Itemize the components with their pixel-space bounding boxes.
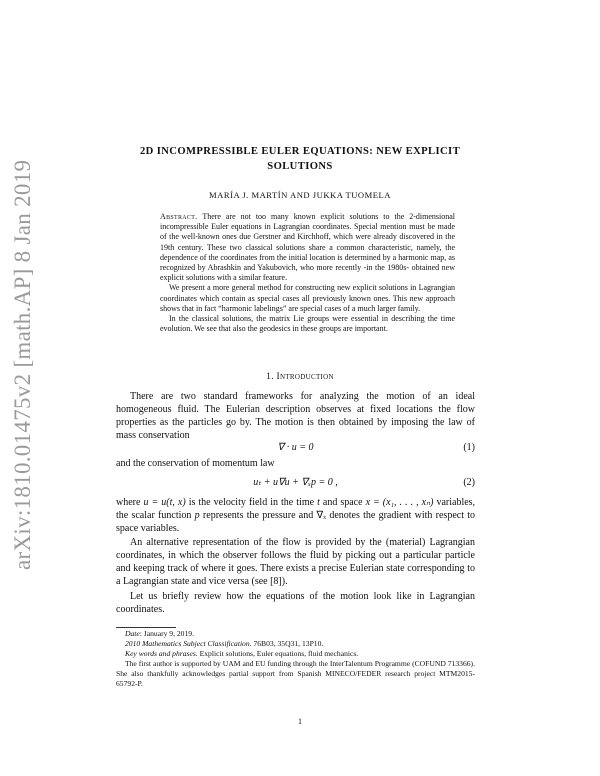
intro-paragraph-2: where u = u(t, x) is the velocity field in the time t and space x = (x₁, . . . , xₙ) variables, the scalar function p represents the pressure and ∇ₓ denotes the gradient with respect to space variables. [116,497,476,534]
footnote-divider [116,627,176,628]
paper-title: 2D INCOMPRESSIBLE EULER EQUATIONS: NEW EXPLICIT SOLUTIONS [139,146,461,172]
intro-paragraph-1: There are two standard frameworks for analyzing the motion of an ideal homogeneous fluid. The Eulerian description observes at fixed locations the flow properties as the particles go by. The motion is then obtained by imposing the law of mass conservation [116,391,475,441]
footnote-keywords: Key words and phrases. Explicit solutions, Euler equations, fluid mechanics. [125,649,359,658]
section-heading: 1. Introduction [266,372,334,382]
footnote-funding: The first author is supported by UAM and EU funding through the InterTalentum Programme (COFUND 713366). She also thankfully acknowledges partial support from Spanish MINECO/FEDER research project MTM2015-65792-P. [116,659,475,688]
footnote-msc: 2010 Mathematics Subject Classification. 76B03, 35Q31, 13P10. [125,639,324,648]
equation-2-expression: uₜ + u∇u + ∇ₓp = 0 , [253,477,338,488]
equation-1-number: (1) [463,442,475,453]
abstract-paragraph: We present a more general method for constructing new explicit solutions in Lagrangian coordinates which contain as special cases all previously known ones. This new approach shows that in fact “harmonic labelings” are special cases of a much larger family. [160,283,455,313]
arxiv-identifier: arXiv:1810.01475v2 [math.AP] 8 Jan 2019 [10,159,35,570]
equation-1 [116,442,475,455]
abstract [160,212,455,334]
footnotes [116,629,475,689]
paper-authors: MARÍA J. MARTÍN AND JUKKA TUOMELA [209,190,391,200]
intro-bridge-text: and the conservation of momentum law [116,458,275,469]
abstract-text-1: There are not too many known explicit solutions to the 2-dimensional incompressible Euler equations in Lagrangian coordinates. Special mention must be made of the well-known ones due Gerstner and Kirchhoff, which were already discovered in the 19th century. These two classical solutions share a common characteristic, namely, the dependence of the coordinates from the initial location is determined by a harmonic map, as recognized by Abrashkin and Yakubovich, who more recently -in the 1980s- obtained new explicit solutions with a similar feature. [160,212,455,283]
intro-paragraph-3: An alternative representation of the flow is provided by the (material) Lagrangian coordinates, in which the observer follows the fluid by picking out a particular particle and keeping track of where it goes. There exists a precise Eulerian state corresponding to a Lagrangian state and vice versa (see [8]). [116,537,475,587]
abstract-heading: Abstract. [160,212,198,221]
equation-2 [116,477,475,490]
abstract-paragraph [160,212,455,283]
equation-1-expression: ∇ · u = 0 [277,442,314,453]
intro-paragraph-4: Let us briefly review how the equations of the motion look like in Lagrangian coordinates. [116,591,475,615]
abstract-paragraph: In the classical solutions, the matrix Lie groups were essential in describing the time evolution. We see that also the geodesics in these groups are important. [160,314,455,334]
equation-2-number: (2) [463,477,475,488]
page-number: 1 [298,717,302,726]
footnote-date: Date: January 9, 2019. [125,629,194,638]
